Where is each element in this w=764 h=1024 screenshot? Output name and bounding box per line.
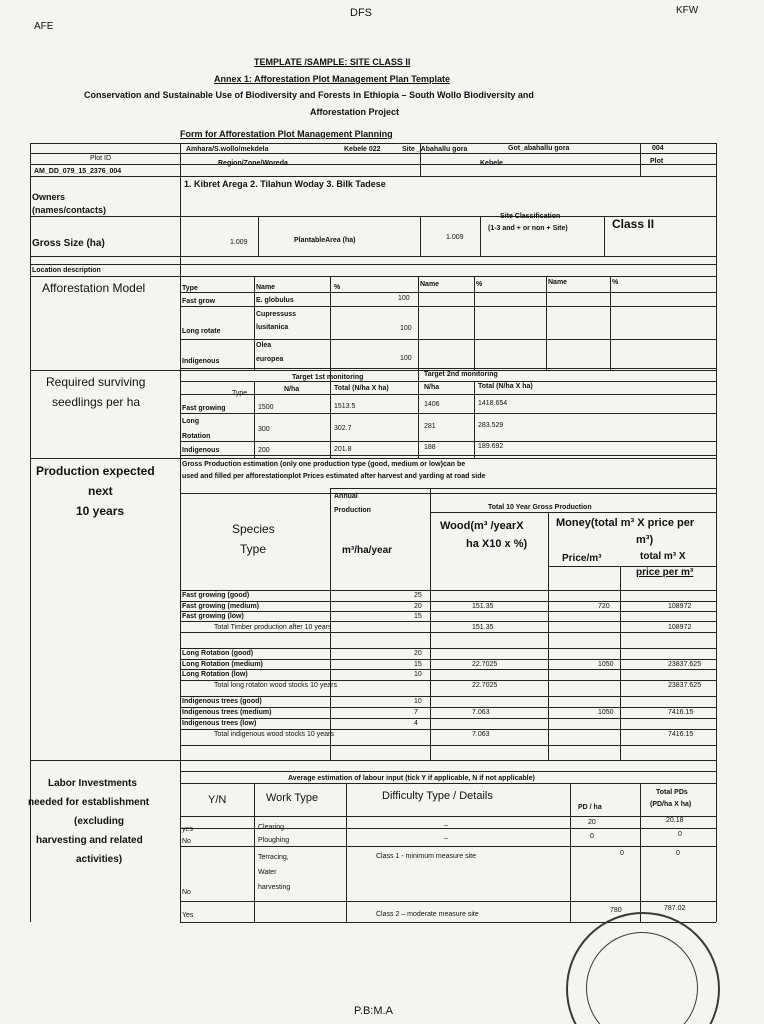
model-row-type: Long rotate <box>182 328 221 335</box>
grid-line <box>180 659 716 660</box>
grid-line <box>180 816 716 817</box>
target-2nd-label: Target 2nd monitoring <box>424 371 498 378</box>
grid-line <box>180 648 716 649</box>
grid-line <box>180 394 716 395</box>
grid-line <box>180 718 716 719</box>
footer-initials: P.B:M.A <box>354 1005 393 1017</box>
total-price-header-2: price per m³ <box>636 567 694 578</box>
model-row-type: Indigenous <box>182 358 220 365</box>
grid-line <box>180 669 716 670</box>
grid-line <box>30 256 716 257</box>
wood-label-2: ha X10 x %) <box>466 538 528 550</box>
seedling-row-total2: 283.529 <box>478 422 504 429</box>
production-row-label: Indigenous trees (low) <box>182 720 257 727</box>
total-header-1: Total (N/ha X ha) <box>334 385 389 392</box>
grid-line <box>180 901 716 902</box>
production-annual-value: 15 <box>414 661 422 668</box>
grid-line <box>430 488 431 760</box>
grid-line <box>330 276 331 370</box>
production-total-value: 7416.15 <box>668 731 694 738</box>
plantable-area-label: PlantableArea (ha) <box>294 237 356 244</box>
gross-size-label: Gross Size (ha) <box>32 238 105 249</box>
production-note-2: used and filled per afforestationplot Prices estimated after harvest and yarding at road side <box>182 473 486 480</box>
grid-line <box>30 458 716 459</box>
seedling-row-type-2: Rotation <box>182 433 211 440</box>
labor-label-4: harvesting and related <box>36 835 143 846</box>
production-label-2: next <box>88 484 113 498</box>
wood-label-1: Wood(m³ /yearX <box>440 520 524 532</box>
price-header: Price/m³ <box>562 553 602 564</box>
model-row-name-2: europea <box>256 356 284 363</box>
grid-line <box>474 276 475 370</box>
labor-row-total: 787.02 <box>664 905 686 912</box>
grid-line <box>180 745 716 746</box>
grid-line <box>610 276 611 370</box>
labor-average-note: Average estimation of labour input (tick Y if applicable, N if not applicable) <box>288 775 535 782</box>
grid-line <box>180 621 716 622</box>
production-row-label: Long Rotation (medium) <box>182 661 263 668</box>
grid-line <box>570 783 571 922</box>
owners-value: 1. Kibret Arega 2. Tilahun Woday 3. Bilk Tadese <box>184 179 386 189</box>
labor-row-work: Clearing <box>258 824 285 831</box>
production-total-value: 23837.625 <box>668 661 702 668</box>
model-row-pct: 100 <box>400 355 412 362</box>
grid-line <box>180 292 716 293</box>
production-total-label: Total indigenous wood stocks 10 years <box>214 731 334 738</box>
grid-line <box>330 488 716 489</box>
grid-line <box>180 783 716 784</box>
model-row-name-2: lusitanica <box>256 324 289 331</box>
labor-row-pd: 0 <box>620 850 624 857</box>
site-value: Site _Abahallu gora <box>402 146 468 153</box>
seedling-row-n2: 281 <box>424 423 436 430</box>
work-type-header: Work Type <box>266 792 319 804</box>
total-pd-header-2: (PD/ha X ha) <box>650 801 692 808</box>
grid-line <box>640 143 641 176</box>
labor-row-total: 0 <box>678 831 682 838</box>
grid-line <box>30 143 716 144</box>
title-project-line2: Afforestation Project <box>310 107 400 117</box>
grid-line <box>30 153 716 154</box>
grid-line <box>180 696 716 697</box>
annual-production-label-2: Production <box>334 507 371 514</box>
grid-line <box>180 455 716 456</box>
seedling-row-type: Indigenous <box>182 447 220 454</box>
grid-line <box>418 370 419 458</box>
production-wood-value: 7.063 <box>472 709 490 716</box>
grid-line <box>604 216 605 256</box>
production-row-label: Fast growing (good) <box>182 592 250 599</box>
nha-header-1: N/ha <box>284 386 300 393</box>
grid-line <box>330 370 331 458</box>
seedling-row-n1: 300 <box>258 426 270 433</box>
seedling-row-total1: 302.7 <box>334 425 352 432</box>
labor-row-difficulty: Class 2 – moderate measure site <box>376 911 479 918</box>
annual-production-label-1: Annual <box>334 493 358 500</box>
production-row-label: Indigenous trees (medium) <box>182 709 272 716</box>
kebele-label: Kebele <box>480 160 503 167</box>
kebele-value: Kebele 022 <box>344 146 381 153</box>
seedling-row-n2: 1406 <box>424 401 440 408</box>
labor-label-3: (excluding <box>74 816 125 827</box>
grid-line <box>180 590 716 591</box>
total-pd-header-1: Total PDs <box>656 789 688 796</box>
plot-label: Plot <box>650 158 664 165</box>
labor-row-difficulty: – <box>444 822 448 829</box>
production-annual-value: 10 <box>414 671 422 678</box>
production-total-label: Total Timber production after 10 years <box>214 624 332 631</box>
production-annual-value: 7 <box>414 709 418 716</box>
grid-line <box>254 783 255 922</box>
production-label-1: Production expected <box>36 464 155 478</box>
model-row-pct: 100 <box>400 325 412 332</box>
money-label-2: m³) <box>636 534 654 546</box>
labor-row-pd: 780 <box>610 907 622 914</box>
labor-label-2: needed for establishment <box>28 797 150 808</box>
model-pct-header-3: % <box>612 279 619 286</box>
grid-line <box>180 846 716 847</box>
grid-line <box>180 368 716 369</box>
grid-line <box>480 216 481 256</box>
seedling-row-n1: 200 <box>258 447 270 454</box>
gross-size-value: 1.009 <box>230 239 248 246</box>
production-total-value: 108972 <box>668 603 692 610</box>
labor-row-yn: Yes <box>182 912 194 919</box>
grid-line <box>254 381 255 458</box>
seedling-row-n2: 188 <box>424 444 436 451</box>
grid-line <box>474 381 475 458</box>
production-row-label: Fast growing (low) <box>182 613 244 620</box>
production-wood-value: 22.7025 <box>472 682 498 689</box>
production-total-value: 7416.15 <box>668 709 694 716</box>
plot-id-label: Plot ID <box>90 155 112 162</box>
model-row-name: Olea <box>256 342 272 349</box>
species-label-2: Type <box>240 542 267 556</box>
grid-line <box>180 413 716 414</box>
title-project-line1: Conservation and Sustainable Use of Biodiversity and Forests in Ethiopia – South Wollo Biodiversity and <box>84 90 534 100</box>
money-label-1: Money(total m³ X price per <box>556 517 695 529</box>
labor-row-total: 20.18 <box>666 817 684 824</box>
plot-id-value: AM_DD_079_15_2376_004 <box>34 168 122 175</box>
seedlings-label-2: seedlings per ha <box>52 395 141 409</box>
got-value: Got_abahallu gora <box>508 145 570 152</box>
grid-line <box>346 783 347 922</box>
header-left: AFE <box>34 21 54 32</box>
production-total-value: 108972 <box>668 624 692 631</box>
labor-row-total: 0 <box>676 850 680 857</box>
production-price-value: 1050 <box>598 661 614 668</box>
header-center: DFS <box>350 7 372 19</box>
seedling-row-total1: 1513.5 <box>334 403 356 410</box>
labor-label-1: Labor Investments <box>48 778 137 789</box>
production-total-value: 23837.625 <box>668 682 702 689</box>
grid-line <box>180 707 716 708</box>
yn-header: Y/N <box>208 794 227 806</box>
model-name-header-2: Name <box>420 281 440 288</box>
grid-line <box>418 276 419 370</box>
grid-line <box>716 143 717 922</box>
site-class-value: Class II <box>612 217 655 231</box>
seedling-row-total2: 1418.654 <box>478 400 508 407</box>
model-row-name: Cupressuss <box>256 311 297 318</box>
production-annual-value: 4 <box>414 720 418 727</box>
production-total-label: Total long rotaton wood stocks 10 years <box>214 682 337 689</box>
seedling-row-total1: 201.8 <box>334 446 352 453</box>
plot-number: 004 <box>652 145 664 152</box>
grid-line <box>30 760 716 761</box>
production-annual-value: 20 <box>414 650 422 657</box>
grid-line <box>30 276 716 277</box>
title-form: Form for Afforestation Plot Management Planning <box>180 129 393 139</box>
region-label: Region/Zone/Woreda <box>218 160 288 167</box>
model-name-header-3: Name <box>548 279 568 286</box>
labor-row-work-3: harvesting <box>258 884 291 891</box>
labor-row-pd: 0 <box>590 833 594 840</box>
plantable-area-value: 1.009 <box>446 234 464 241</box>
species-label-1: Species <box>232 522 275 536</box>
grid-line <box>430 512 716 513</box>
production-label-3: 10 years <box>76 504 125 518</box>
total-10-year-label: Total 10 Year Gross Production <box>488 504 592 511</box>
title-annex: Annex 1: Afforestation Plot Management Plan Template <box>214 74 451 84</box>
production-price-value: 1050 <box>598 709 614 716</box>
grid-line <box>180 680 716 681</box>
production-wood-value: 151.35 <box>472 603 494 610</box>
difficulty-header: Difficulty Type / Details <box>382 790 493 802</box>
grid-line <box>180 493 716 494</box>
seedling-row-type: Long <box>182 418 200 425</box>
production-annual-value: 20 <box>414 603 422 610</box>
grid-line <box>180 611 716 612</box>
grid-line <box>548 512 549 760</box>
location-value: Amhara/S.wollo/mekdela <box>186 146 269 153</box>
grid-line <box>180 441 716 442</box>
production-wood-value: 151.35 <box>472 624 494 631</box>
grid-line <box>180 143 181 922</box>
production-wood-value: 7.063 <box>472 731 490 738</box>
seedling-row-type: Fast growing <box>182 405 226 412</box>
production-price-value: 720 <box>598 603 610 610</box>
labor-row-work: Ploughing <box>258 837 290 844</box>
nha-header-2: N/ha <box>424 384 440 391</box>
model-type-header: Type <box>182 285 198 292</box>
labor-row-difficulty: Class 1 - minimum measure site <box>376 853 476 860</box>
owners-label: Owners (names/contacts) <box>32 192 107 215</box>
labor-row-pd: 20 <box>588 819 596 826</box>
grid-line <box>30 176 716 177</box>
grid-line <box>640 783 641 922</box>
target-1st-label: Target 1st monitoring <box>292 374 364 381</box>
site-classification-sub: (1-3 and + or non + Site) <box>488 225 568 232</box>
production-row-label: Long Rotation (good) <box>182 650 254 657</box>
grid-line <box>180 729 716 730</box>
model-row-name: E. globulus <box>256 297 294 304</box>
afforestation-model-label: Afforestation Model <box>42 281 146 295</box>
production-row-label: Indigenous trees (good) <box>182 698 262 705</box>
site-classification-label: Site Classification <box>500 213 561 220</box>
grid-line <box>180 601 716 602</box>
seedlings-label-1: Required surviving <box>46 375 146 389</box>
labor-row-work: Terracing, <box>258 854 289 861</box>
labor-row-yn: No <box>182 838 191 845</box>
production-annual-value: 15 <box>414 613 422 620</box>
grid-line <box>420 216 421 256</box>
grid-line <box>30 164 716 165</box>
production-row-label: Fast growing (medium) <box>182 603 259 610</box>
model-name-header: Name <box>256 284 276 291</box>
grid-line <box>180 771 716 772</box>
seedlings-type-header: Type <box>232 390 248 397</box>
grid-line <box>30 370 716 371</box>
pd-ha-header: PD / ha <box>578 804 602 811</box>
model-row-type: Fast grow <box>182 298 216 305</box>
production-annual-value: 25 <box>414 592 422 599</box>
production-annual-value: 10 <box>414 698 422 705</box>
model-pct-header: % <box>334 284 341 291</box>
location-description-label: Location description <box>32 267 101 274</box>
total-price-header-1: total m³ X <box>640 551 686 562</box>
model-pct-header-2: % <box>476 281 483 288</box>
grid-line <box>254 276 255 370</box>
grid-line <box>180 381 716 382</box>
grid-line <box>180 632 716 633</box>
total-header-2: Total (N/ha X ha) <box>478 383 533 390</box>
production-note-1: Gross Production estimation (only one production type (good, medium or low)can be <box>182 461 466 468</box>
production-wood-value: 22.7025 <box>472 661 498 668</box>
grid-line <box>180 339 716 340</box>
seedling-row-total2: 189.692 <box>478 443 504 450</box>
labor-row-difficulty: – <box>444 835 448 842</box>
seedling-row-n1: 1500 <box>258 404 274 411</box>
grid-line <box>620 566 621 760</box>
grid-line <box>180 306 716 307</box>
labor-row-work-2: Water <box>258 869 277 876</box>
labor-label-5: activities) <box>76 854 123 865</box>
production-row-label: Long Rotation (low) <box>182 671 248 678</box>
title-template: TEMPLATE /SAMPLE: SITE CLASS II <box>254 57 411 67</box>
labor-row-yn: No <box>182 889 191 896</box>
grid-line <box>30 264 716 265</box>
labor-row-yn: yes <box>182 826 193 833</box>
header-right: KFW <box>676 5 699 16</box>
unit-label: m³/ha/year <box>342 545 393 556</box>
grid-line <box>258 216 259 256</box>
model-row-pct: 100 <box>398 295 410 302</box>
grid-line <box>546 276 547 370</box>
